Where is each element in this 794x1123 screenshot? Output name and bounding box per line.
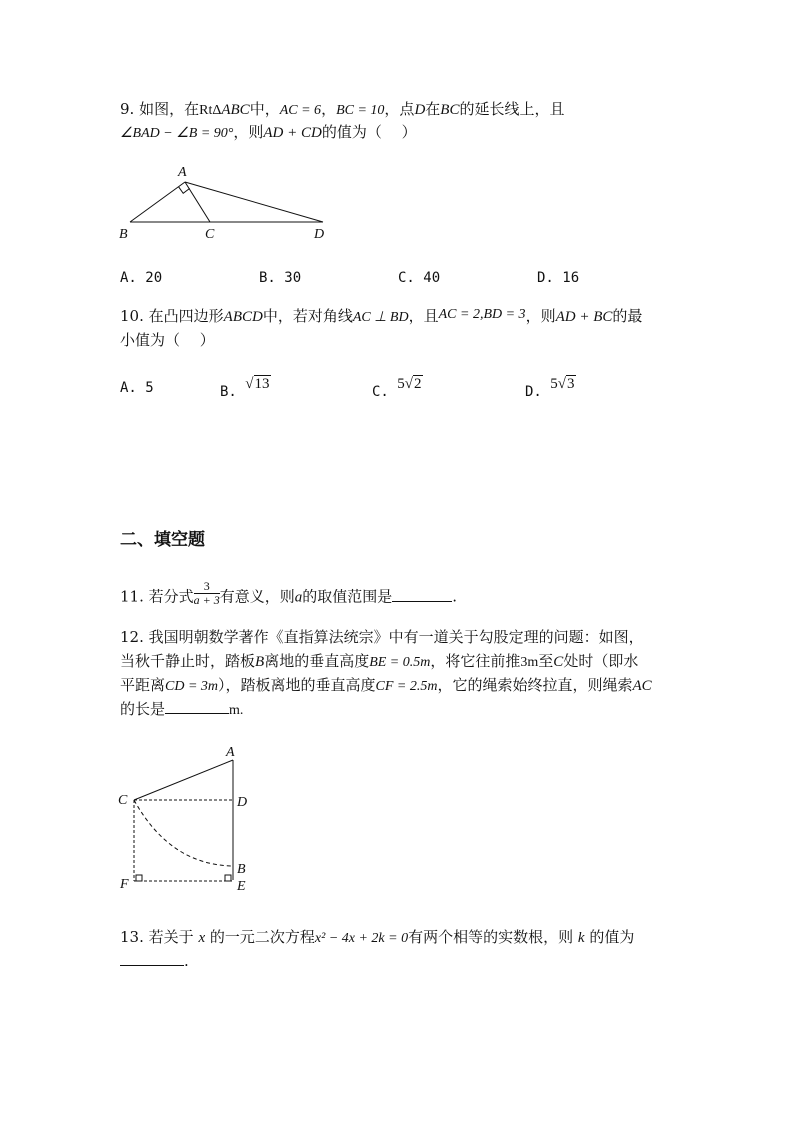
q13-line2 bbox=[120, 951, 189, 971]
q10-option-b-sqrt: √13 bbox=[245, 376, 270, 392]
q12-label-d: D bbox=[237, 795, 248, 810]
q11-number: 11. bbox=[120, 587, 144, 606]
q9-ac-eq: AC = 6 bbox=[279, 103, 322, 118]
q9-option-a[interactable]: A. 20 bbox=[120, 270, 163, 286]
q12-line1: 12. 我国明朝数学著作《直指算法统宗》中有一道关于勾股定理的问题：如图， bbox=[120, 628, 644, 646]
q12-label-c: C bbox=[118, 793, 128, 808]
q12-cf: CF = 2.5m bbox=[375, 679, 438, 694]
q9-bc: BC bbox=[440, 102, 460, 118]
q9-text: 在 bbox=[425, 100, 441, 118]
q9-line-ab bbox=[130, 182, 185, 222]
q13-var-k: k bbox=[577, 930, 585, 946]
q11-frac-num: 3 bbox=[194, 580, 220, 594]
q9-label-b: B bbox=[119, 227, 128, 242]
q10-option-d-sqrt: 5√3 bbox=[550, 376, 575, 392]
q12-text: 平距离 bbox=[120, 676, 166, 694]
q11-fraction bbox=[194, 580, 220, 607]
q12-line-ac bbox=[134, 760, 233, 800]
q12-label-e: E bbox=[237, 879, 246, 894]
q10-option-a[interactable] bbox=[120, 380, 154, 396]
q10-line1 bbox=[120, 306, 642, 328]
section-heading-fill-blank: 二、填空题 bbox=[120, 530, 205, 550]
q13-end: . bbox=[184, 952, 189, 970]
q11-text: 若分式 bbox=[148, 587, 194, 606]
q12-ac: AC bbox=[632, 678, 652, 694]
q11-frac-den: a + 3 bbox=[193, 593, 220, 607]
q12-text: ，它的绳索始终拉直，则绳索 bbox=[437, 676, 633, 694]
q9-bc-eq: BC = 10 bbox=[336, 103, 385, 118]
q12-label-f: F bbox=[120, 877, 129, 892]
q10-text: ，则 bbox=[525, 307, 556, 325]
q9-abc: ABC bbox=[221, 102, 250, 118]
q9-triangle-figure bbox=[110, 160, 350, 245]
q12-cd: CD = 3m bbox=[165, 679, 219, 694]
q12-var-c: C bbox=[553, 654, 564, 670]
q9-text: 如图，在 bbox=[139, 100, 200, 118]
q12-text: 处时（即水 bbox=[563, 652, 639, 670]
q12-swing-figure bbox=[110, 740, 270, 900]
q12-text: ），踏板离地的垂直高度 bbox=[218, 676, 376, 694]
q12-line2 bbox=[120, 651, 638, 673]
q10-line2: 小值为（ ） bbox=[120, 331, 215, 349]
q12-label-b: B bbox=[237, 862, 246, 877]
q9-line1 bbox=[120, 99, 564, 121]
q13-text: 的值为 bbox=[589, 928, 635, 946]
q10-option-a-label: A. bbox=[120, 380, 137, 396]
q10-text: 在凸四边形 bbox=[148, 307, 224, 325]
q11-end: . bbox=[452, 587, 458, 606]
q13-line1 bbox=[120, 927, 634, 949]
q10-option-c-coef: 5 bbox=[397, 376, 405, 392]
q9-option-d[interactable]: D. 16 bbox=[537, 270, 580, 286]
q12-answer-blank[interactable] bbox=[165, 699, 229, 714]
q13-text: 的一元二次方程 bbox=[209, 928, 315, 946]
q9-option-c[interactable]: C. 40 bbox=[398, 270, 441, 286]
q13-text: 有两个相等的实数根，则 bbox=[408, 928, 574, 946]
q12-text: 至 bbox=[538, 652, 554, 670]
q10-sum-expr: AD + BC bbox=[555, 309, 613, 325]
q12-right-angle-f bbox=[136, 875, 142, 881]
q12-right-angle-e bbox=[225, 875, 231, 881]
q10-perp: AC ⊥ BD bbox=[352, 310, 409, 325]
q10-lengths: AC = 2,BD = 3 bbox=[438, 307, 526, 322]
q12-unit: m. bbox=[229, 703, 244, 718]
q9-text: ， bbox=[321, 100, 337, 118]
q12-text: 离地的垂直高度 bbox=[264, 652, 370, 670]
q10-number: 10. bbox=[120, 307, 144, 325]
q9-d: D bbox=[414, 102, 426, 118]
q9-text: ，点 bbox=[384, 100, 415, 118]
q10-option-d-radicand: 3 bbox=[567, 376, 575, 392]
q13-equation: x² − 4x + 2k = 0 bbox=[314, 931, 409, 946]
q11-text: 的取值范围是 bbox=[302, 587, 393, 606]
q13-text: 若关于 bbox=[148, 928, 194, 946]
q9-text: ，则 bbox=[233, 123, 264, 141]
q10-text: 中，若对角线 bbox=[262, 307, 353, 325]
q10-abcd: ABCD bbox=[223, 309, 263, 325]
q9-number: 9. bbox=[120, 100, 135, 118]
q12-text: ，将它往前推 bbox=[430, 652, 521, 670]
q10-text: 的最 bbox=[612, 307, 643, 325]
q10-option-c[interactable] bbox=[372, 376, 423, 400]
q9-text: 中， bbox=[249, 100, 280, 118]
q9-label-a: A bbox=[178, 165, 187, 180]
q9-rt: Rt bbox=[199, 103, 213, 118]
q9-line2 bbox=[120, 122, 417, 144]
q10-option-d-coef: 5 bbox=[550, 376, 558, 392]
q13-var-x: x bbox=[198, 930, 206, 946]
q10-option-a-value: 5 bbox=[145, 380, 154, 396]
q10-option-c-label: C. bbox=[372, 384, 389, 400]
q9-option-b[interactable]: B. 30 bbox=[259, 270, 302, 286]
q10-text: ，且 bbox=[408, 307, 439, 325]
q10-option-b-radicand: 13 bbox=[254, 376, 270, 392]
q11-line1 bbox=[120, 579, 458, 611]
q12-swing-arc bbox=[134, 800, 233, 866]
q13-number: 13. bbox=[120, 928, 144, 946]
q12-be: BE = 0.5m bbox=[369, 655, 431, 670]
q12-text: 的长是 bbox=[120, 700, 166, 718]
q12-text: 当秋千静止时，踏板 bbox=[120, 652, 256, 670]
q12-label-a: A bbox=[226, 745, 235, 760]
q12-line3 bbox=[120, 675, 652, 697]
q9-angle-expr: ∠BAD − ∠B = 90° bbox=[120, 126, 234, 141]
q10-option-b[interactable] bbox=[220, 376, 271, 400]
q12-line4 bbox=[120, 699, 243, 721]
q13-answer-blank[interactable] bbox=[120, 951, 184, 966]
q11-answer-blank[interactable] bbox=[392, 587, 452, 602]
q10-option-d[interactable] bbox=[525, 376, 576, 400]
q10-option-b-label: B. bbox=[220, 384, 237, 400]
q9-sum-expr: AD + CD bbox=[263, 125, 322, 141]
q9-delta: Δ bbox=[212, 103, 222, 118]
q12-distance: 3m bbox=[520, 655, 539, 670]
q10-option-c-sqrt: 5√2 bbox=[397, 376, 422, 392]
q11-text: 有意义，则 bbox=[219, 587, 295, 606]
q9-text: 的值为（ ） bbox=[321, 123, 417, 141]
q12-var-b: B bbox=[255, 654, 265, 670]
q11-var: a bbox=[294, 589, 303, 606]
q10-option-c-radicand: 2 bbox=[414, 376, 422, 392]
q9-label-d: D bbox=[314, 227, 325, 242]
q10-option-d-label: D. bbox=[525, 384, 542, 400]
q9-text: 的延长线上，且 bbox=[459, 100, 565, 118]
q9-label-c: C bbox=[205, 227, 215, 242]
